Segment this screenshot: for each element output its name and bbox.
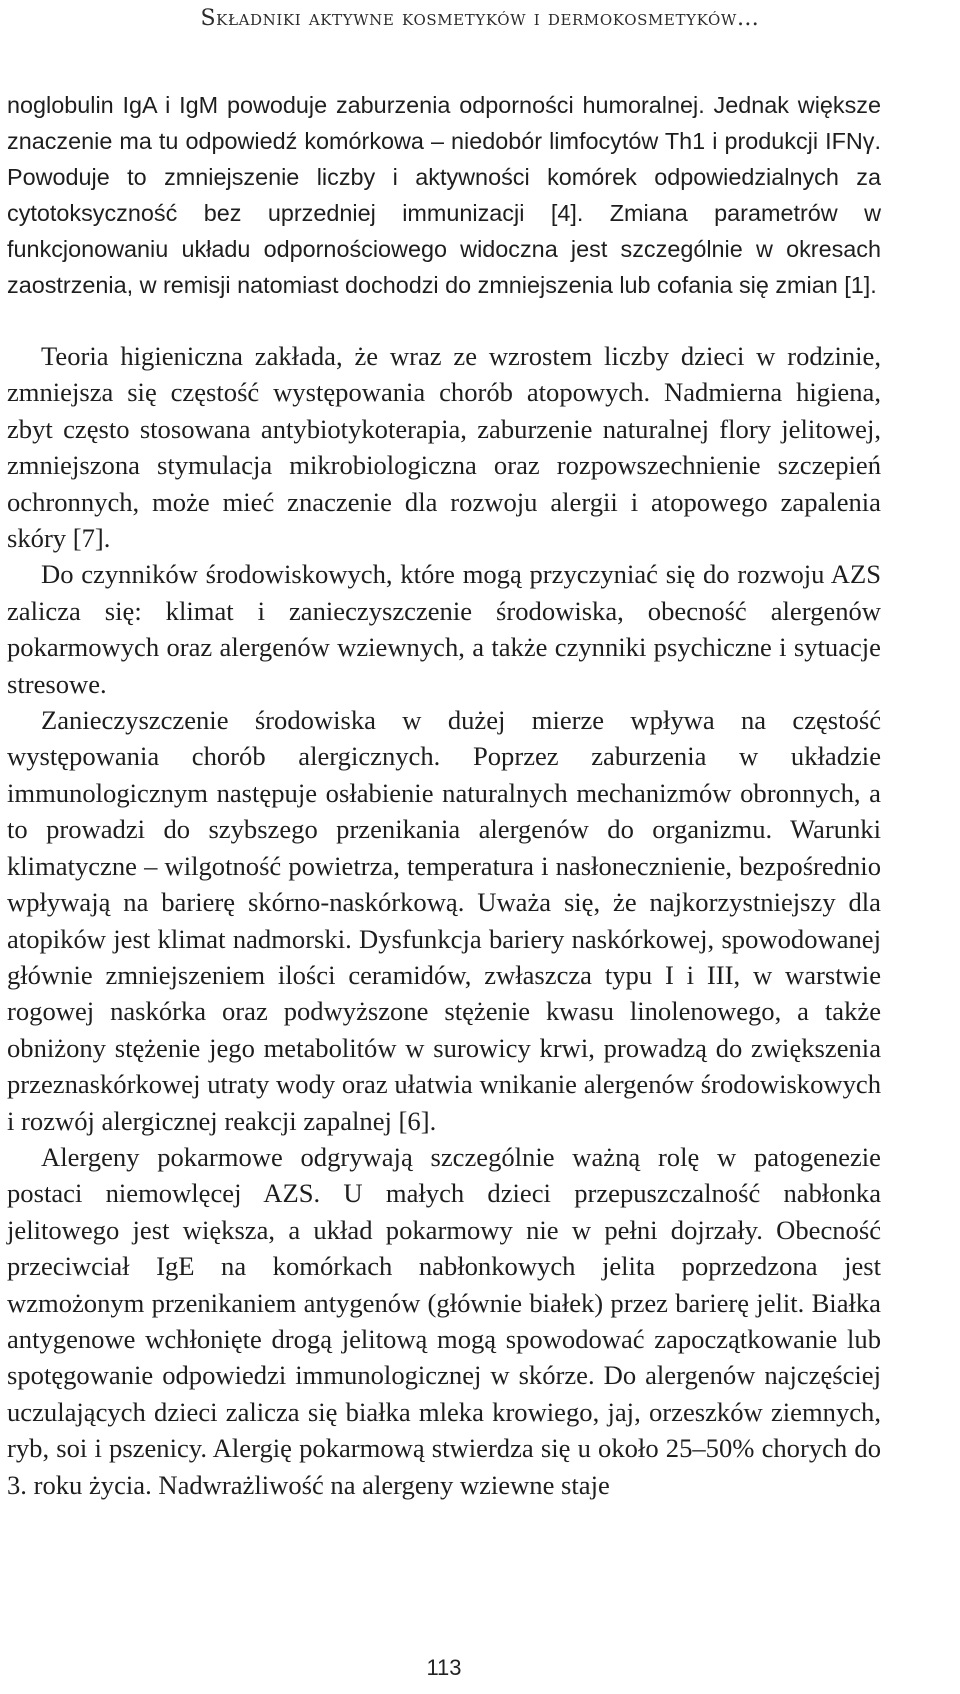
continued-paragraph-section [7,87,881,303]
running-header: Składniki aktywne kosmetyków i dermokosmetyków… [200,6,760,31]
paragraph-immune-response: noglobulin IgA i IgM powoduje zaburzenia odporności humoralnej. Jednak większe znaczenie ma tu odpowiedź komórkowa – niedobór limfocytów Th1 i produkcji IFNγ. Powoduje to zmniejszenie liczby i aktywności komórek odpowiedzialnych za cytotoksyczność bez uprzedniej immunizacji [4]. Zmiana parametrów w funkcjonowaniu układu odpornościowego widoczna jest szczególnie w okresach zaostrzenia, w remisji natomiast dochodzi do zmniejszenia lub cofania się zmian [1]. [7,92,881,298]
paragraph-food-allergens: Alergeny pokarmowe odgrywają szczególnie ważną rolę w patogenezie postaci niemowlęcej AZS. U małych dzieci przepuszczalność nabłonka jelitowego jest większa, a układ pokarmowy nie w pełni dojrzały. Obecność przeciwciał IgE na komórkach nabłonkowych jelita poprzedzona jest wzmożonym przenikaniem antygenów (głównie białek) przez barierę jelit. Białka antygenowe wchłonięte drogą jelitową mogą spowodować zapoczątkowanie lub spotęgowanie odpowiedzi immunologicznej w skórze. Do alergenów najczęściej uczulających dzieci zalicza się białka mleka krowiego, jaj, orzeszków ziemnych, ryb, soi i pszenicy. Alergię pokarmową stwierdza się u około 25–50% chorych do 3. roku życia. Nadwrażliwość na alergeny wziewne staje [7,1141,881,1500]
main-text-section [7,338,881,1503]
paragraph-hygiene-theory: Teoria higieniczna zakłada, że wraz ze wzrostem liczby dzieci w rodzinie, zmniejsza się częstość występowania chorób atopowych. Nadmierna higiena, zbyt często stosowana antybiotykoterapia, zaburzenie naturalnej flory jelitowej, zmniejszona stymulacja mikrobiologiczna oraz rozpowszechnienie szczepień ochronnych, może mieć znaczenie dla rozwoju alergii i atopowego zapalenia skóry [7]. [7,341,881,554]
paragraph-environmental-factors: Do czynników środowiskowych, które mogą przyczyniać się do rozwoju AZS zalicza się: klimat i zanieczyszczenie środowiska, obecność alergenów pokarmowych oraz alergenów wziewnych, a także czynniki psychiczne i sytuacje stresowe. [7,559,881,699]
paragraph-pollution-climate: Zanieczyszczenie środowiska w dużej mierze wpływa na częstość występowania chorób alergicznych. Poprzez zaburzenia w układzie immunologicznym następuje osłabienie naturalnych mechanizmów obronnych, a to prowadzi do szybszego przenikania alergenów do organizmu. Warunki klimatyczne – wilgotność powietrza, temperatura i nasłonecznienie, bezpośrednio wpływają na barierę skórno-naskórkową. Uważa się, że najkorzystniejszy dla atopików jest klimat nadmorski. Dysfunkcja bariery naskórkowej, spowodowanej głównie zmniejszeniem ilości ceramidów, zwłaszcza typu I i III, w warstwie rogowej naskórka oraz podwyższone stężenie kwasu linolenowego, a także obniżony stężenie jego metabolitów w surowicy krwi, prowadzą do zwiększenia przeznaskórkowej utraty wody oraz ułatwia wnikanie alergenów środowiskowych i rozwój alergicznej reakcji zapalnej [6]. [7,705,881,1136]
page-number: 113 [426,1655,462,1680]
